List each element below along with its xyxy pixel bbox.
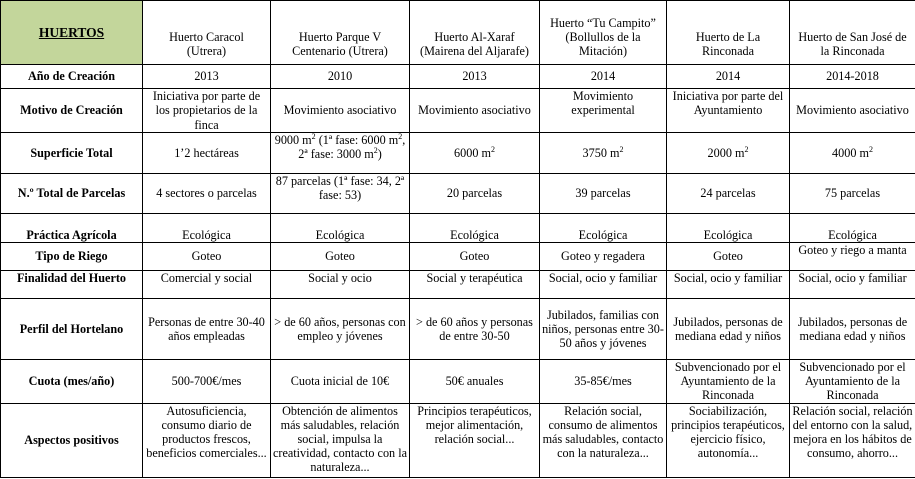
table-cell: 35-85€/mes [540, 360, 667, 404]
table-cell: > de 60 años y personas de entre 30-50 [410, 299, 540, 360]
table-cell: Social, ocio y familiar [790, 271, 915, 299]
row-motivo-creacion [1, 89, 915, 133]
table-cell: Social, ocio y familiar [667, 271, 790, 299]
table-cell: Goteo y regadera [540, 243, 667, 271]
table-cell: > de 60 años, personas con empleo y jóvenes [271, 299, 410, 360]
table-cell: Iniciativa por parte del Ayuntamiento [667, 89, 790, 133]
row-label: Tipo de Riego [1, 243, 143, 271]
row-finalidad-huerto [1, 271, 915, 299]
table-cell: 1’2 hectáreas [143, 133, 271, 174]
table-cell: Cuota inicial de 10€ [271, 360, 410, 404]
table-cell: Social y ocio [271, 271, 410, 299]
table-cell: 2013 [410, 65, 540, 89]
table-cell: 4 sectores o parcelas [143, 174, 271, 214]
column-header-caracol: Huerto Caracol (Utrera) [143, 1, 271, 65]
row-label: Año de Creación [1, 65, 143, 89]
header-row [1, 1, 915, 65]
row-label: Cuota (mes/año) [1, 360, 143, 404]
table-cell: 6000 $m^2$ [410, 133, 540, 174]
table-cell: 4000 $m^2$ [790, 133, 915, 174]
table-cell: Jubilados, personas de mediana edad y niños [667, 299, 790, 360]
table-cell: Obtención de alimentos más saludables, relación social, impulsa la creatividad, contacto con la naturaleza... [271, 404, 410, 478]
row-label: Finalidad del Huerto [1, 271, 143, 299]
table-cell: Ecológica [540, 214, 667, 243]
row-total-parcelas [1, 174, 915, 214]
table-cell: Iniciativa por parte de los propietarios de la finca [143, 89, 271, 133]
table-cell: Goteo [410, 243, 540, 271]
column-header-san-jose-rinconada: Huerto de San José de la Rinconada [790, 1, 915, 65]
table-cell: 2014-2018 [790, 65, 915, 89]
table-cell: Relación social, consumo de alimentos más saludables, contacto con la naturaleza... [540, 404, 667, 478]
row-aspectos-positivos [1, 404, 915, 478]
table-cell: Movimiento asociativo [410, 89, 540, 133]
table-cell: Subvencionado por el Ayuntamiento de la Rinconada [790, 360, 915, 404]
row-cuota [1, 360, 915, 404]
column-header-la-rinconada: Huerto de La Rinconada [667, 1, 790, 65]
row-label: Perfil del Hortelano [1, 299, 143, 360]
table-cell: 20 parcelas [410, 174, 540, 214]
table-cell: Autosuficiencia, consumo diario de productos frescos, beneficios comerciales... [143, 404, 271, 478]
table-cell: 500-700€/mes [143, 360, 271, 404]
table-cell: Social, ocio y familiar [540, 271, 667, 299]
table-cell: Goteo [667, 243, 790, 271]
table-cell: 2013 [143, 65, 271, 89]
table-cell: Goteo [143, 243, 271, 271]
table-cell: Jubilados, personas de mediana edad y niños [790, 299, 915, 360]
table-cell: Ecológica [410, 214, 540, 243]
table-cell: 75 parcelas [790, 174, 915, 214]
corner-header: HUERTOS [1, 1, 143, 65]
table-cell: Goteo [271, 243, 410, 271]
table-cell: Relación social, relación del entorno con la salud, mejora en los hábitos de consumo, ahorro... [790, 404, 915, 478]
table-cell: Social y terapéutica [410, 271, 540, 299]
column-header-parque-v-centenario: Huerto Parque V Centenario (Utrera) [271, 1, 410, 65]
table-cell: 2010 [271, 65, 410, 89]
row-tipo-riego [1, 243, 915, 271]
table-cell: Principios terapéuticos, mejor alimentación, relación social... [410, 404, 540, 478]
table-cell: 3750 $m^2$ [540, 133, 667, 174]
row-label: Superficie Total [1, 133, 143, 174]
row-perfil-hortelano [1, 299, 915, 360]
row-label: Aspectos positivos [1, 404, 143, 478]
table-cell: Ecológica [271, 214, 410, 243]
table-cell: Comercial y social [143, 271, 271, 299]
table-cell: 39 parcelas [540, 174, 667, 214]
table-cell: Sociabilización, principios terapéuticos, ejercicio físico, autonomía... [667, 404, 790, 478]
table-cell: Movimiento asociativo [271, 89, 410, 133]
row-anio-creacion [1, 65, 915, 89]
row-label: Motivo de Creación [1, 89, 143, 133]
table-cell: 2000 $m^2$ [667, 133, 790, 174]
table-cell: Ecológica [790, 214, 915, 243]
row-practica-agricola [1, 214, 915, 243]
table-cell: Personas de entre 30-40 años empleadas [143, 299, 271, 360]
table-cell: Movimiento asociativo [790, 89, 915, 133]
table-cell: 9000 $m^2$ (1ª fase: 6000 $m^2$, 2ª fase: 3000 $m^2$) [271, 133, 410, 174]
table-cell: 50€ anuales [410, 360, 540, 404]
table-cell: Subvencionado por el Ayuntamiento de la Rinconada [667, 360, 790, 404]
table-cell: 2014 [667, 65, 790, 89]
table-cell: Jubilados, familias con niños, personas entre 30-50 años y jóvenes [540, 299, 667, 360]
table-cell: 2014 [540, 65, 667, 89]
table-cell: Goteo y riego a manta [790, 243, 915, 271]
row-label: N.º Total de Parcelas [1, 174, 143, 214]
row-label: Práctica Agrícola [1, 214, 143, 243]
table-cell: Movimiento experimental [540, 89, 667, 133]
table-cell: 87 parcelas (1ª fase: 34, 2ª fase: 53) [271, 174, 410, 214]
table-cell: 24 parcelas [667, 174, 790, 214]
column-header-tu-campito: Huerto “Tu Campito” (Bollullos de la Mitación) [540, 1, 667, 65]
row-superficie-total [1, 133, 915, 174]
table-cell: Ecológica [667, 214, 790, 243]
column-header-al-xaraf: Huerto Al-Xaraf (Mairena del Aljarafe) [410, 1, 540, 65]
table-cell: Ecológica [143, 214, 271, 243]
